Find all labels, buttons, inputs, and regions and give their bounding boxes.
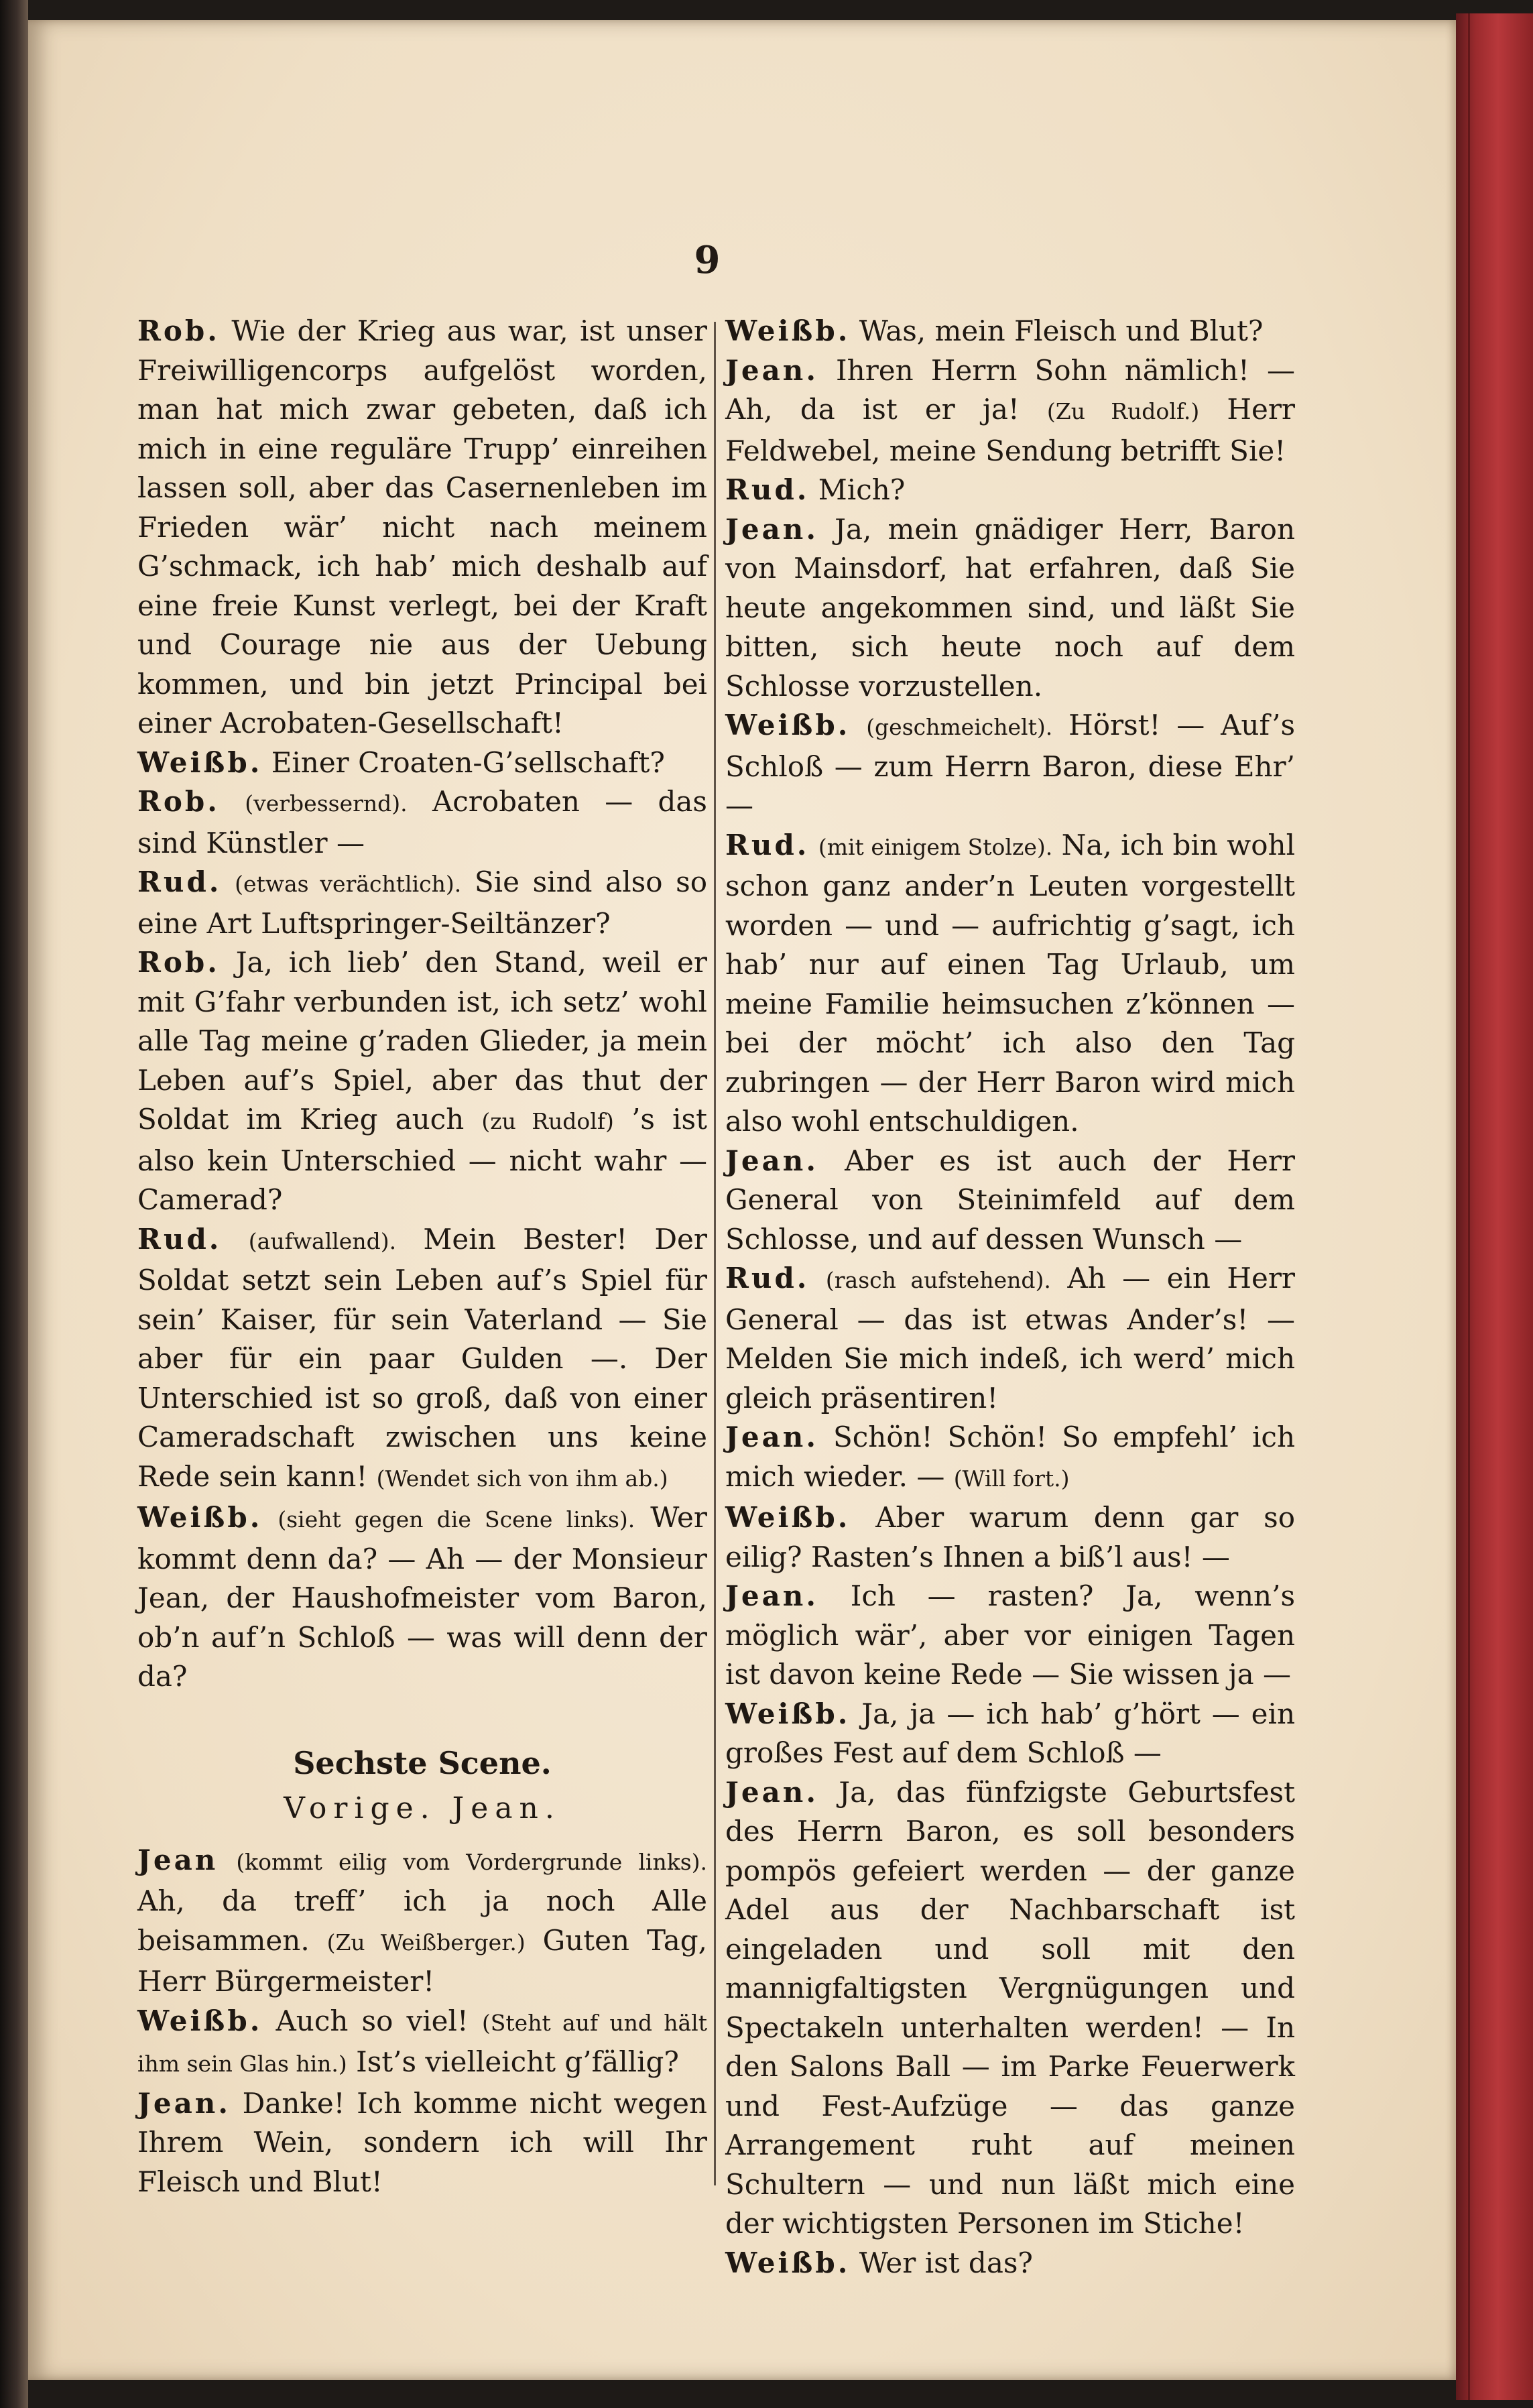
dialogue-paragraph bbox=[137, 2084, 707, 2202]
dialogue-text: Hörst! — Auf’s Schloß — zum Herrn Baron, diese Ehr’ — bbox=[725, 709, 1295, 822]
dialogue-text: Ja, das fünfzigste Geburtsfest des Herrn Baron, es soll besonders pompös gefeiert werden — der ganze Adel aus der Nachbarschaft ist eingeladen und soll mit den mannigfaltigsten Vergnügungen und Spectakeln unterhalten werden! — In den Salons Ball — im Parke Feuerwerk und Fest-Aufzüge — das ganze Arrangement ruht auf meinen Schultern — und nun läßt mich eine der wichtigsten Personen im Stiche! bbox=[725, 1775, 1295, 2240]
dialogue-paragraph bbox=[725, 471, 1295, 510]
speaker-name: Jean. bbox=[137, 2086, 231, 2120]
stage-direction: (Wendet sich von ihm ab.) bbox=[376, 1465, 668, 1492]
speaker-name: Rob. bbox=[137, 314, 220, 347]
left-column bbox=[137, 312, 707, 2202]
dialogue-text: Aber es ist auch der Herr General von Steinimfeld auf dem Schlosse, und auf dessen Wunsch — bbox=[725, 1144, 1296, 1256]
speaker-name: Jean. bbox=[725, 1775, 818, 1809]
dialogue-paragraph bbox=[725, 351, 1295, 471]
dialogue-text: Sie sind also so eine Art Luftspringer-Seiltänzer? bbox=[137, 865, 707, 940]
speaker-name: Weißb. bbox=[725, 1501, 851, 1534]
dialogue-paragraph bbox=[725, 2244, 1295, 2283]
dialogue-paragraph bbox=[725, 826, 1295, 1142]
dialogue-paragraph bbox=[725, 1418, 1295, 1498]
speaker-name: Jean. bbox=[725, 1144, 818, 1177]
stage-direction: (aufwallend). bbox=[248, 1227, 397, 1254]
stage-direction: (mit einigem Stolze). bbox=[818, 833, 1053, 860]
stage-direction: (Zu Weißberger.) bbox=[326, 1929, 526, 1955]
dialogue-text: Ist’s vielleicht g’fällig? bbox=[356, 2045, 679, 2078]
dialogue-paragraph bbox=[137, 1841, 707, 2002]
dialogue-text: Ihren Herrn Sohn nämlich! — Ah, da ist er ja! bbox=[725, 353, 1295, 426]
dialogue-text: Guten Tag, Herr Bürgermeister! bbox=[137, 1923, 708, 1998]
scene-heading: Sechste Scene. bbox=[293, 1744, 552, 1781]
speaker-name: Jean. bbox=[725, 512, 818, 546]
dialogue-text: ’s ist also kein Unterschied — nicht wahr — Camerad? bbox=[137, 1103, 707, 1216]
dialogue-text: Ah, da treff’ ich ja noch Alle beisammen. bbox=[137, 1884, 707, 1957]
stage-direction: (Will fort.) bbox=[953, 1465, 1070, 1492]
dialogue-text: Schön! Schön! So empfehl’ ich mich wieder. — bbox=[725, 1421, 1295, 1493]
page-number: 9 bbox=[694, 238, 721, 282]
speaker-name: Weißb. bbox=[725, 709, 851, 741]
dialogue-text: Wer kommt denn da? — Ah — der Monsieur Jean, der Haushofmeister vom Baron, ob’n auf’n Schloß — was will denn der da? bbox=[137, 1501, 707, 1693]
stage-direction: (zu Rudolf) bbox=[481, 1108, 614, 1134]
speaker-name: Weißb. bbox=[725, 2246, 851, 2279]
dialogue-text: Herr Feldwebel, meine Sendung betrifft Sie! bbox=[725, 393, 1295, 467]
dialogue-text: Ja, ich lieb’ den Stand, weil er mit G’fahr verbunden ist, ich setz’ wohl alle Tag meine g’raden Glieder, ja mein Leben auf’s Spiel, aber das thut der Soldat im Krieg auch bbox=[137, 946, 707, 1136]
speaker-name: Weißb. bbox=[137, 2004, 263, 2037]
dialogue-paragraph bbox=[137, 2002, 707, 2084]
dialogue-paragraph bbox=[137, 743, 707, 783]
speaker-name: Rud. bbox=[725, 1262, 810, 1295]
stage-direction: (kommt eilig vom Vordergrunde links). bbox=[236, 1848, 707, 1875]
dialogue-text: Mein Bester! Der Soldat setzt sein Leben auf’s Spiel für sein’ Kaiser, für sein Vaterland — Sie aber für ein paar Gulden —. Der Unterschied ist so groß, daß von einer Cameradschaft zwischen uns keine Rede sein kann! bbox=[137, 1222, 707, 1493]
dialogue-text: Danke! Ich komme nicht wegen Ihrem Wein, sondern ich will Ihr Fleisch und Blut! bbox=[137, 2086, 707, 2198]
stage-direction: (etwas verächtlich). bbox=[235, 871, 462, 897]
speaker-name: Rud. bbox=[725, 828, 810, 861]
speaker-name: Jean. bbox=[725, 1579, 818, 1612]
dialogue-text: Einer Croaten-G’sellschaft? bbox=[271, 745, 665, 779]
dialogue-text: Ah — ein Herr General — das ist etwas Ander’s! — Melden Sie mich indeß, ich werd’ mich gleich präsentiren! bbox=[725, 1262, 1295, 1414]
speaker-name: Rob. bbox=[137, 946, 220, 979]
dialogue-paragraph bbox=[137, 782, 707, 863]
dialogue-text: Aber warum denn gar so eilig? Rasten’s Ihnen a biß’l aus! — bbox=[725, 1501, 1295, 1573]
dialogue-text: Wer ist das? bbox=[859, 2246, 1033, 2279]
dialogue-text: Auch so viel! bbox=[275, 2004, 469, 2037]
dialogue-paragraph bbox=[725, 1259, 1295, 1418]
dialogue-text: Ja, mein gnädiger Herr, Baron von Mainsdorf, hat erfahren, daß Sie heute angekommen sind, und läßt Sie bitten, sich heute noch auf dem Schlosse vorzustellen. bbox=[725, 512, 1295, 703]
stage-direction: (sieht gegen die Scene links). bbox=[278, 1506, 635, 1532]
dialogue-paragraph bbox=[725, 510, 1295, 707]
speaker-name: Weißb. bbox=[137, 1501, 263, 1534]
stage-direction: (verbessernd). bbox=[245, 790, 408, 817]
speaker-name: Jean bbox=[137, 1843, 219, 1876]
book-binding-edge bbox=[0, 0, 28, 2408]
stage-direction: (rasch aufstehend). bbox=[825, 1267, 1051, 1293]
dialogue-paragraph bbox=[725, 1577, 1295, 1695]
speaker-name: Weißb. bbox=[725, 314, 851, 347]
dialogue-text: Ja, ja — ich hab’ g’hört — ein großes Fest auf dem Schloß — bbox=[725, 1697, 1295, 1769]
dialogue-paragraph bbox=[137, 1498, 707, 1697]
dialogue-paragraph bbox=[725, 1773, 1295, 2244]
dialogue-text: Wie der Krieg aus war, ist unser Freiwilligencorps aufgelöst worden, man hat mich zwar gebeten, daß ich mich in eine reguläre Trupp’ einreihen lassen soll, aber das Casernenleben im Frieden wär’ nicht nach meinem G’schmack, ich hab’ mich deshalb auf eine freie Kunst verlegt, bei der Kraft und Courage nie aus der Uebung kommen, und bin jetzt Principal bei einer Acrobaten-Gesellschaft! bbox=[137, 314, 707, 739]
speaker-name: Jean. bbox=[725, 353, 818, 387]
dialogue-paragraph bbox=[137, 863, 707, 943]
dialogue-paragraph bbox=[725, 312, 1295, 351]
speaker-name: Rud. bbox=[725, 473, 810, 506]
scene-cast: Vorige. Jean. bbox=[284, 1791, 561, 1825]
red-page-edge bbox=[1456, 13, 1533, 2400]
dialogue-paragraph bbox=[725, 706, 1295, 826]
dialogue-paragraph bbox=[725, 1695, 1295, 1773]
dialogue-paragraph bbox=[725, 1142, 1295, 1260]
speaker-name: Rud. bbox=[137, 1222, 222, 1256]
stage-direction: (geschmeichelt). bbox=[866, 714, 1053, 740]
dialogue-text: Na, ich bin wohl schon ganz ander’n Leuten vorgestellt worden — und — aufrichtig g’sagt, ich hab’ nur auf einen Tag Urlaub, um meine Familie heimsuchen z’können — bei der möcht’ ich also den Tag zubringen — der Herr Baron wird mich also wohl entschuldigen. bbox=[725, 828, 1295, 1138]
speaker-name: Rud. bbox=[137, 865, 222, 898]
dialogue-paragraph bbox=[137, 1220, 707, 1499]
right-column bbox=[725, 312, 1295, 2283]
dialogue-paragraph bbox=[137, 943, 707, 1220]
dialogue-text: Acrobaten — das sind Künstler — bbox=[137, 785, 707, 859]
dialogue-text: Ich — rasten? Ja, wenn’s möglich wär’, aber vor einigen Tagen ist davon keine Rede — Sie wissen ja — bbox=[725, 1579, 1295, 1691]
speaker-name: Weißb. bbox=[725, 1697, 851, 1730]
dialogue-paragraph bbox=[725, 1498, 1295, 1577]
speaker-name: Rob. bbox=[137, 785, 220, 818]
stage-direction: (Steht auf und hält ihm sein Glas hin.) bbox=[137, 2009, 707, 2077]
speaker-name: Weißb. bbox=[137, 745, 263, 779]
speaker-name: Jean. bbox=[725, 1421, 818, 1453]
column-divider bbox=[714, 322, 716, 2185]
dialogue-text: Mich? bbox=[818, 473, 906, 506]
stage-direction: (Zu Rudolf.) bbox=[1046, 398, 1200, 424]
dialogue-text: Was, mein Fleisch und Blut? bbox=[859, 314, 1264, 347]
dialogue-paragraph bbox=[137, 312, 707, 743]
